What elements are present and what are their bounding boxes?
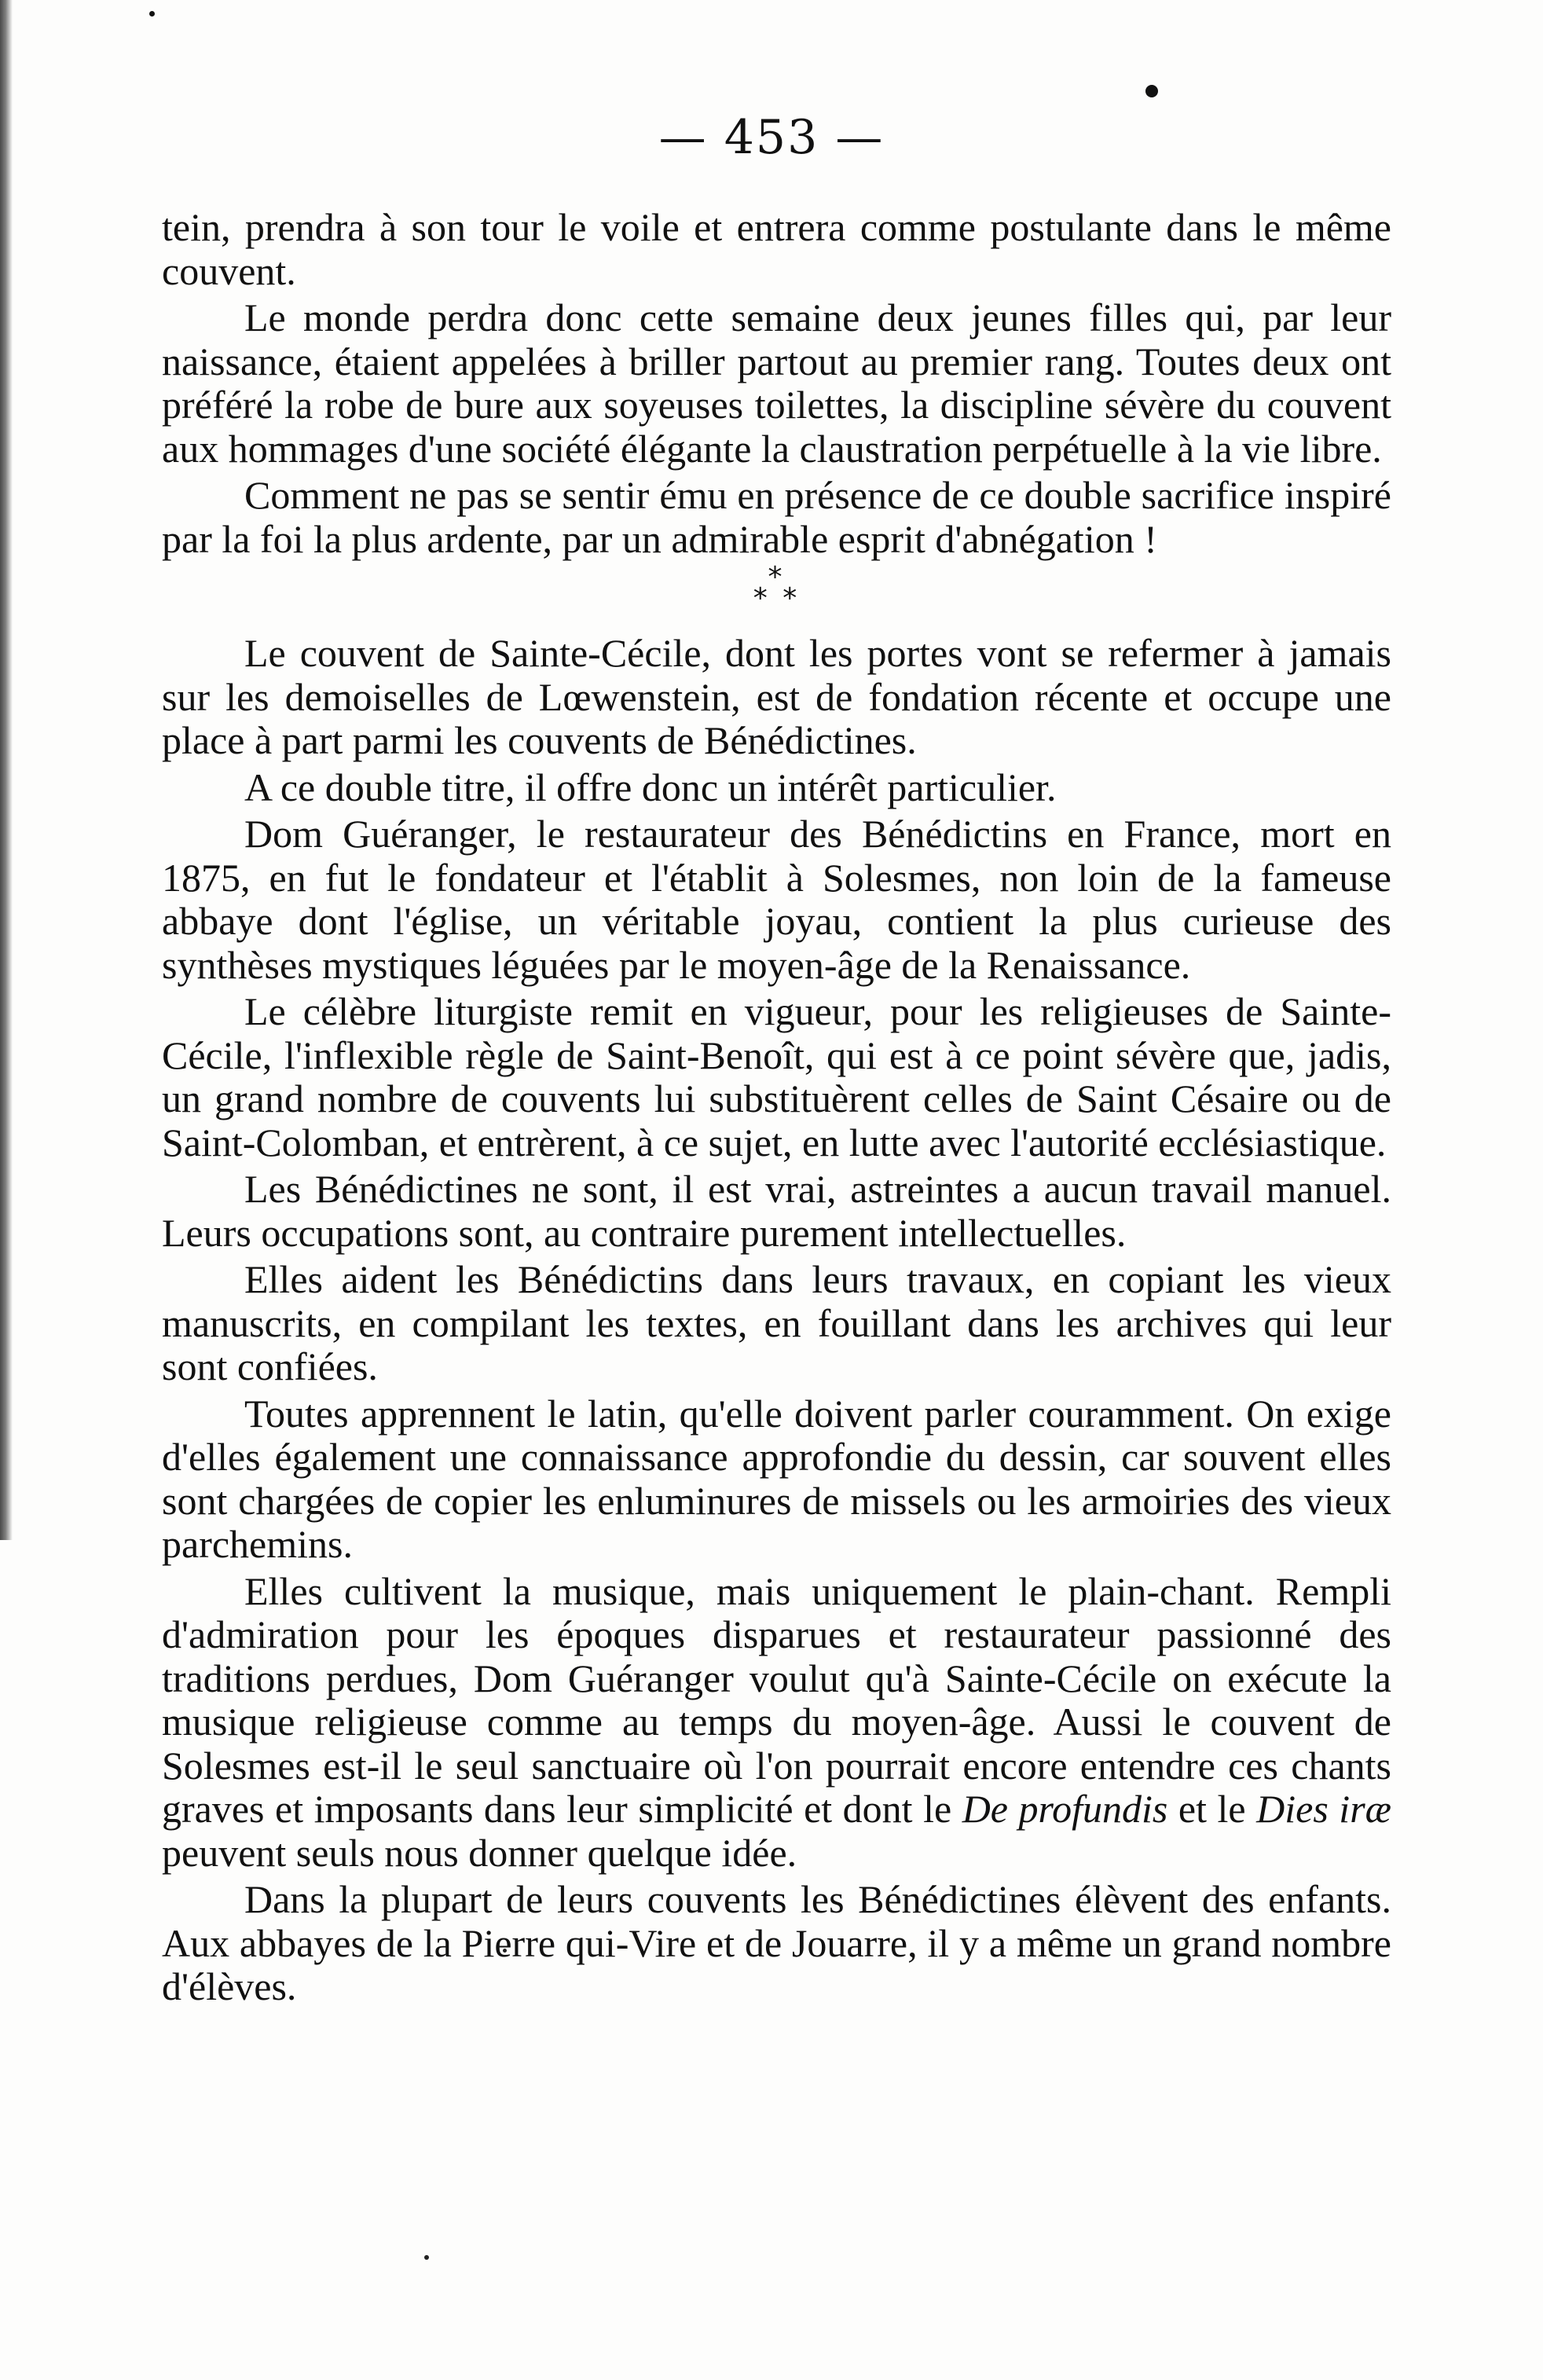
ink-speck (1145, 85, 1158, 97)
paragraph-text: Elles cultivent la musique, mais uniquement le plain-chant. Rempli d'admiration pour les époques disparues et restaurateur passionné des traditions perdues, Dom Guéranger voulut qu'à Sainte-Cécile on exécute la musique religieuse comme au temps du moyen-âge. Aussi le couvent de Solesmes est-il le seul sanctuaire où l'on pourrait encore entendre ces chants graves et imposants dans leur simplicité et dont le (162, 1568, 1391, 1831)
paragraph: Dom Guéranger, le restaurateur des Bénédictins en France, mort en 1875, en fut le fondateur et l'établit à Solesmes, non loin de la fameuse abbaye dont l'église, un véritable joyau, contient la plus curieuse des synthèses mystiques léguées par le moyen-âge de la Renaissance. (162, 812, 1391, 987)
ornament-star-top: * (768, 561, 786, 593)
section-ornament (162, 561, 1391, 614)
paragraph-text: et le (1167, 1787, 1257, 1831)
paragraph: Le couvent de Sainte-Cécile, dont les portes vont se refermer à jamais sur les demoiselles de Lœwenstein, est de fondation récente et occupe une place à part parmi les couvents de Bénédictines. (162, 631, 1391, 762)
paragraph: Le célèbre liturgiste remit en vigueur, pour les religieuses de Sainte-Cécile, l'inflexible règle de Saint-Benoît, qui est à ce point sévère que, jadis, un grand nombre de couvents lui substituèrent celles de Saint Césaire ou de Saint-Colomban, et entrèrent, à ce sujet, en lutte avec l'autorité ecclésiastique. (162, 989, 1391, 1164)
paragraph: Toutes apprennent le latin, qu'elle doivent parler couramment. On exige d'elles également une connaissance approfondie du dessin, car souvent elles sont chargées de copier les enluminures de missels ou les armoiries des vieux parchemins. (162, 1391, 1391, 1566)
paragraph (162, 1570, 1391, 1876)
paragraph: Le monde perdra donc cette semaine deux jeunes filles qui, par leur naissance, étaient appelées à briller partout au premier rang. Toutes deux ont préféré la robe de bure aux soyeuses toilettes, la discipline sévère du couvent aux hommages d'une société élégante la claustration perpétuelle à la vie libre. (162, 295, 1391, 471)
ink-speck (424, 2255, 429, 2260)
page-number: — 453 — (658, 110, 885, 165)
paragraph: Les Bénédictines ne sont, il est vrai, astreintes a aucun travail manuel. Leurs occupations sont, au contraire purement intellectuelles. (162, 1167, 1391, 1255)
paragraph: tein, prendra à son tour le voile et entrera comme postulante dans le même couvent. (162, 205, 1391, 293)
ink-speck (149, 11, 155, 17)
latin-title: Dies iræ (1256, 1787, 1391, 1831)
paragraph: A ce double titre, il offre donc un intérêt particulier. (244, 765, 1057, 809)
paragraph: Dans la plupart de leurs couvents les Bénédictines élèvent des enfants. Aux abbayes de la Pierre qui-Vire et de Jouarre, il y a même un grand nombre d'élèves. (162, 1877, 1391, 2008)
paragraph-text: peuvent seuls nous donner quelque idée. (162, 1830, 797, 1875)
paragraph: Elles aident les Bénédictins dans leurs travaux, en copiant les vieux manuscrits, en compilant les textes, en fouillant dans les archives qui leur sont confiées. (162, 1257, 1391, 1388)
binding-edge-shadow (0, 0, 13, 1540)
paragraph: Comment ne pas se sentir ému en présence de ce double sacrifice inspiré par la foi la plus ardente, par un admirable esprit d'abnégation ! (162, 473, 1391, 561)
ornament-star-left: * (753, 582, 771, 614)
body-text (162, 206, 1391, 2009)
ornament-star-right: * (782, 582, 801, 614)
latin-title: De profundis (962, 1787, 1168, 1831)
